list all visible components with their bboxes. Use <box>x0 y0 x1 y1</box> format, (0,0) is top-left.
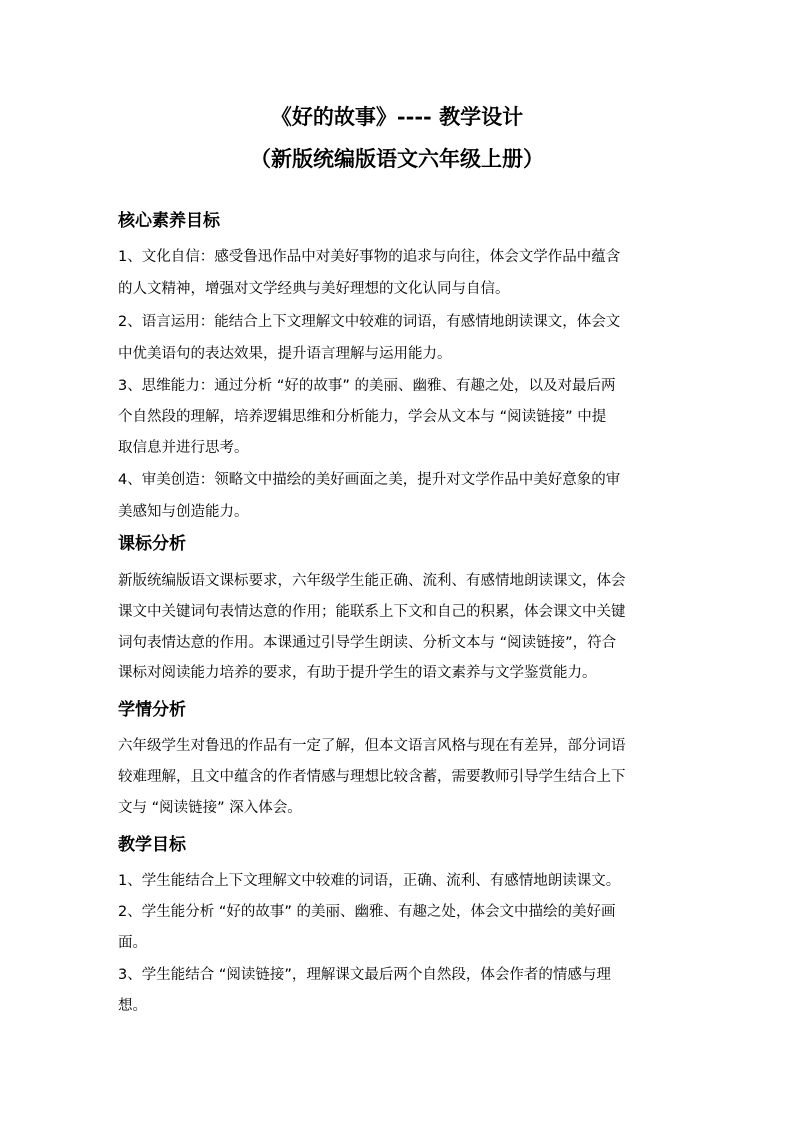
section-heading-student-analysis: 学情分析 <box>118 700 186 720</box>
paragraph-line: 3、学生能结合 “阅读链接”，理解课文最后两个自然段，体会作者的情感与理 <box>118 967 611 983</box>
paragraph-line: 2、语言运用：能结合上下文理解文中较难的词语，有感情地朗读课文，体会文 <box>118 314 621 330</box>
section-heading-curriculum-analysis: 课标分析 <box>118 534 186 554</box>
section-heading-core-literacy: 核心素养目标 <box>118 211 220 231</box>
paragraph-line: 个自然段的理解，培养逻辑思维和分析能力，学会从文本与 “阅读链接” 中提 <box>118 409 607 425</box>
paragraph-line: 4、审美创造：领略文中描绘的美好画面之美，提升对文学作品中美好意象的审 <box>118 472 621 488</box>
paragraph-line: 想。 <box>118 998 147 1014</box>
paragraph-line: 1、文化自信：感受鲁迅作品中对美好事物的追求与向往，体会文学作品中蕴含 <box>118 249 621 265</box>
paragraph-line: 新版统编版语文课标要求，六年级学生能正确、流利、有感情地朗读课文，体会 <box>118 573 626 589</box>
section-heading-teaching-goals: 教学目标 <box>118 835 186 855</box>
paragraph-line: 的人文精神，增强对文学经典与美好理想的文化认同与自信。 <box>118 281 510 297</box>
paragraph-line: 2、学生能分析 “好的故事” 的美丽、幽雅、有趣之处，体会文中描绘的美好画 <box>118 904 616 920</box>
document-subtitle: （新版统编版语文六年级上册） <box>250 146 544 171</box>
paragraph-line: 1、学生能结合上下文理解文中较难的词语，正确、流利、有感情地朗读课文。 <box>118 873 621 889</box>
document-title: 《好的故事》---- 教学设计 <box>270 104 524 129</box>
paragraph-line: 3、思维能力：通过分析 “好的故事” 的美丽、幽雅、有趣之处，以及对最后两 <box>118 378 616 394</box>
paragraph-line: 课文中关键词句表情达意的作用；能联系上下文和自己的积累，体会课文中关键 <box>118 604 626 620</box>
paragraph-line: 较难理解，且文中蕴含的作者情感与理想比较含蓄，需要教师引导学生结合上下 <box>118 769 626 785</box>
paragraph-line: 词句表情达意的作用。本课通过引导学生朗读、分析文本与 “阅读链接”，符合 <box>118 635 617 651</box>
paragraph-line: 六年级学生对鲁迅的作品有一定了解，但本文语言风格与现在有差异，部分词语 <box>118 738 626 754</box>
paragraph-line: 取信息并进行思考。 <box>118 440 249 456</box>
paragraph-line: 课标对阅读能力培养的要求，有助于提升学生的语文素养与文学鉴赏能力。 <box>118 665 597 681</box>
paragraph-line: 面。 <box>118 935 147 951</box>
paragraph-line: 文与 “阅读链接” 深入体会。 <box>118 800 302 816</box>
paragraph-line: 中优美语句的表达效果，提升语言理解与运用能力。 <box>118 346 452 362</box>
paragraph-line: 美感知与创造能力。 <box>118 504 249 520</box>
